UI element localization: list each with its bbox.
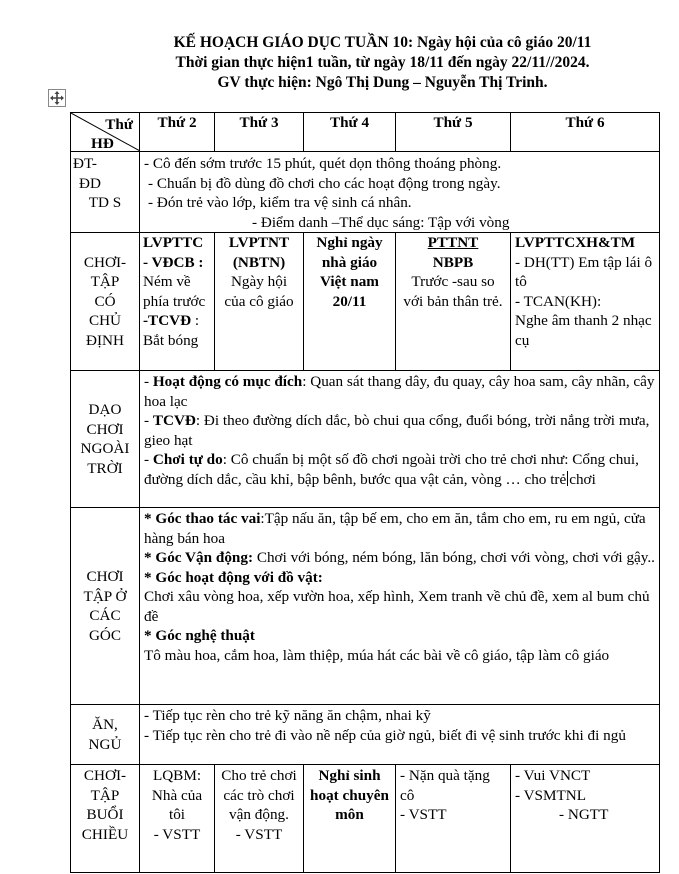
welcome-line: - Cô đến sớm trước 15 phút, quét dọn thông thoáng phòng. xyxy=(144,155,502,172)
plan-period: Thời gian thực hiện1 tuần, từ ngày 18/11 đến ngày 22/11//2024. xyxy=(175,54,590,71)
row-welcome xyxy=(71,152,660,233)
row-label-focused-activity: CHƠI- TẬP CÓ CHỦ ĐỊNH xyxy=(71,233,140,371)
afternoon-tue: Cho trẻ chơi các trò chơi vận động. - VSTT xyxy=(215,765,304,873)
row-label-eat-sleep: ĂN, NGỦ xyxy=(71,705,140,765)
row-label-welcome: ĐT- ĐD TD S xyxy=(71,152,140,233)
welcome-line: - Điểm danh –Thể dục sáng: Tập với vòng xyxy=(252,213,510,231)
eat-sleep-content: - Tiếp tục rèn cho trẻ kỹ năng ăn chậm, nhai kỹ - Tiếp tục rèn cho trẻ đi vào nề nếp của giờ ngủ, biết đi vệ sinh trước khi đi ngủ xyxy=(140,705,660,765)
row-label-corners: CHƠI TẬP Ở CÁC GÓC xyxy=(71,508,140,705)
plan-title: KẾ HOẠCH GIÁO DỤC TUẦN 10: Ngày hội của cô giáo 20/11 xyxy=(173,34,592,51)
activity-thu: PTTNT NBPB Trước -sau so với bản thân trẻ. xyxy=(396,233,511,371)
activity-mon: LVPTTC - VĐCB : Ném về phía trước -TCVĐ : Bắt bóng xyxy=(140,233,215,371)
afternoon-wed: Nghỉ sinh hoạt chuyên môn xyxy=(304,765,396,873)
welcome-line: - Đón trẻ vào lớp, kiểm tra vệ sinh cá nhân. xyxy=(148,194,412,211)
corner-activity-label: HĐ xyxy=(91,135,114,152)
header-row xyxy=(71,113,660,152)
day-header-mon: Thứ 2 xyxy=(140,113,215,152)
afternoon-fri: - Vui VNCT - VSMTNL - NGTT xyxy=(511,765,660,873)
day-header-thu: Thứ 5 xyxy=(396,113,511,152)
activity-tue: LVPTNT (NBTN) Ngày hội của cô giáo xyxy=(215,233,304,371)
afternoon-thu: - Nặn quà tặng cô - VSTT xyxy=(396,765,511,873)
day-header-fri: Thứ 6 xyxy=(511,113,660,152)
row-focused-activity xyxy=(71,233,660,371)
row-corners xyxy=(71,508,660,705)
row-label-afternoon: CHƠI- TẬP BUỔI CHIỀU xyxy=(71,765,140,873)
weekly-plan-table xyxy=(70,112,660,873)
afternoon-mon: LQBM: Nhà của tôi - VSTT xyxy=(140,765,215,873)
day-header-tue: Thứ 3 xyxy=(215,113,304,152)
activity-fri: LVPTTCXH&TM - DH(TT) Em tập lái ô tô - TCAN(KH): Nghe âm thanh 2 nhạc cụ xyxy=(511,233,660,371)
corner-day-label: Thứ xyxy=(105,116,133,133)
row-afternoon xyxy=(71,765,660,873)
corner-cell xyxy=(71,113,140,152)
outdoor-content: - Hoạt động có mục đích: Quan sát thang dây, đu quay, cây hoa sam, cây nhãn, cây hoa lạc - TCVĐ: Đi theo đường dích dắc, bò chui qua cổng, đuổi bóng, trời nắng trời mưa, gieo hạt - Chơi tự do: Cô chuẩn bị một số đồ chơi ngoài trời cho trẻ chơi như: Cổng chui, đường dích dắc, cầu khỉ, bập bênh, bước qua vật cản, vòng … cho trẻ chơi xyxy=(140,371,660,508)
row-eat-sleep xyxy=(71,705,660,765)
welcome-line: - Chuẩn bị đồ dùng đồ chơi cho các hoạt động trong ngày. xyxy=(148,174,501,192)
table-move-handle-icon[interactable] xyxy=(48,89,66,107)
corners-content: * Góc thao tác vai:Tập nấu ăn, tập bế em, cho em ăn, tắm cho em, ru em ngủ, cửa hàng bán hoa * Góc Vận động: Chơi với bóng, ném bóng, lăn bóng, chơi với vòng, chơi với gậy.. * Góc hoạt động với đồ vật: Chơi xâu vòng hoa, xếp vườn hoa, xếp hình, Xem tranh về chủ đề, xem al bum chủ đề * Góc nghệ thuật Tô màu hoa, cắm hoa, làm thiệp, múa hát các bài về cô giáo, tập làm cô giáo xyxy=(140,508,660,705)
day-header-wed: Thứ 4 xyxy=(304,113,396,152)
document-header xyxy=(0,33,679,93)
row-outdoor xyxy=(71,371,660,508)
row-label-outdoor: DẠO CHƠI NGOÀI TRỜI xyxy=(71,371,140,508)
activity-wed: Nghỉ ngày nhà giáo Việt nam 20/11 xyxy=(304,233,396,371)
welcome-content xyxy=(140,152,660,233)
plan-teachers: GV thực hiện: Ngô Thị Dung – Nguyễn Thị Trinh. xyxy=(217,74,548,91)
